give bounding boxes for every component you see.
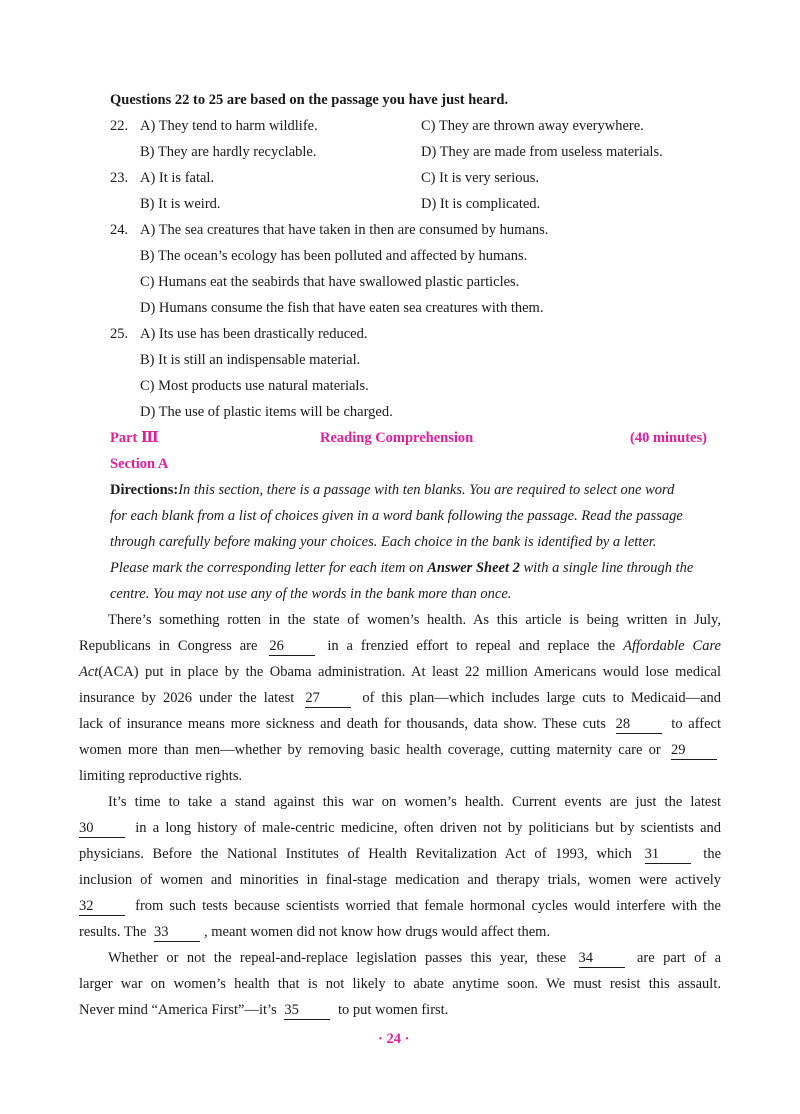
blank-29[interactable]: 29 — [671, 742, 717, 760]
q22-option-d: D) They are made from useless materials. — [421, 144, 663, 160]
directions-text-1: In this section, there is a passage with ten blanks. You are required to select one word — [178, 482, 675, 498]
passage-line: There’s something rotten in the state of women’s health. As this article is being written in July, — [108, 612, 721, 628]
q22-option-a: A) They tend to harm wildlife. — [140, 118, 318, 134]
passage-line — [79, 685, 721, 711]
section-label: Section A — [110, 456, 169, 472]
q25-number: 25. — [110, 326, 129, 342]
passage-text: , meant women did not know how drugs would affect them. — [204, 924, 551, 940]
passage-paragraph-1 — [79, 607, 721, 789]
blank-26[interactable]: 26 — [269, 638, 315, 656]
q25-option-a: A) Its use has been drastically reduced. — [140, 326, 368, 342]
passage-text: from such tests because scientists worried that female hormonal cycles would interfere with the — [135, 898, 721, 914]
blank-28[interactable]: 28 — [616, 716, 662, 734]
passage-line: inclusion of women and minorities in final-stage medication and therapy trials, women were actively — [79, 872, 721, 888]
page-number: · 24 · — [378, 1031, 410, 1047]
passage-line — [79, 945, 721, 971]
passage-line: larger war on women’s health that is not likely to abate anytime soon. We must resist this assault. — [79, 976, 721, 992]
passage-line — [79, 633, 721, 659]
passage-text: Republicans in Congress are — [79, 638, 258, 654]
q23-number: 23. — [110, 170, 129, 186]
passage-text: physicians. Before the National Institutes of Health Revitalization Act of 1993, which — [79, 846, 632, 862]
q25-option-d: D) The use of plastic items will be charged. — [140, 404, 393, 420]
passage-italic-text: Affordable Care — [623, 638, 721, 654]
answer-sheet-ref: Answer Sheet 2 — [427, 560, 520, 576]
passage-line — [79, 815, 721, 841]
q24-number: 24. — [110, 222, 129, 238]
q22-option-c: C) They are thrown away everywhere. — [421, 118, 644, 134]
blank-30[interactable]: 30 — [79, 820, 125, 838]
passage-text: lack of insurance means more sickness and death for thousands, data show. These cuts — [79, 716, 606, 732]
passage-text: (ACA) put in place by the Obama administration. At least 22 million Americans would lose medical — [98, 664, 721, 680]
q23-option-c: C) It is very serious. — [421, 170, 539, 186]
passage-line — [79, 659, 721, 685]
q22-number: 22. — [110, 118, 129, 134]
question-group-intro: Questions 22 to 25 are based on the passage you have just heard. — [110, 92, 509, 108]
passage-text: insurance by 2026 under the latest — [79, 690, 295, 706]
q22-option-b: B) They are hardly recyclable. — [140, 144, 317, 160]
passage-line — [79, 919, 721, 945]
directions-text-4c: with a single line through the — [523, 560, 694, 576]
q25-option-c: C) Most products use natural materials. — [140, 378, 369, 394]
passage-paragraph-3 — [79, 945, 721, 1023]
passage-text: Never mind “America First”—it’s — [79, 1002, 277, 1018]
directions-label: Directions: — [110, 482, 179, 498]
q23-option-d: D) It is complicated. — [421, 196, 541, 212]
blank-32[interactable]: 32 — [79, 898, 125, 916]
passage-text: women more than men—whether by removing basic health coverage, cutting maternity care or — [79, 742, 661, 758]
directions-line-1 — [110, 480, 674, 500]
passage-text: are part of a — [636, 950, 722, 966]
q24-option-a: A) The sea creatures that have taken in then are consumed by humans. — [140, 222, 549, 238]
passage-text: results. The — [79, 924, 147, 940]
passage-text: of this plan—which includes large cuts to Medicaid—and — [362, 690, 722, 706]
directions-line-3: through carefully before making your choices. Each choice in the bank is identified by a letter. — [110, 534, 657, 550]
part-title: Reading Comprehension — [320, 430, 474, 446]
passage-text: Whether or not the repeal-and-replace legislation passes this year, these — [108, 950, 567, 966]
q23-option-a: A) It is fatal. — [140, 170, 215, 186]
directions-line-2: for each blank from a list of choices given in a word bank following the passage. Read the passage — [110, 508, 683, 524]
passage-text: in a long history of male-centric medicine, often driven not by politicians but by scientists and — [135, 820, 721, 836]
passage-text: the — [703, 846, 722, 862]
passage-text: to affect — [671, 716, 721, 732]
blank-27[interactable]: 27 — [305, 690, 351, 708]
part-label: Part Ⅲ — [110, 430, 159, 446]
q24-option-d: D) Humans consume the fish that have eaten sea creatures with them. — [140, 300, 544, 316]
directions-line-4 — [110, 558, 693, 578]
passage-line — [79, 893, 721, 919]
blank-31[interactable]: 31 — [645, 846, 691, 864]
passage-line — [79, 841, 721, 867]
passage-text: in a frenzied effort to repeal and replace the — [327, 638, 616, 654]
blank-34[interactable]: 34 — [579, 950, 625, 968]
directions-text-4a: Please mark the corresponding letter for each item on — [110, 560, 424, 576]
passage-line — [79, 711, 721, 737]
q25-option-b: B) It is still an indispensable material. — [140, 352, 361, 368]
passage-text: to put women first. — [337, 1002, 449, 1018]
passage-line — [79, 997, 721, 1023]
directions-line-5: centre. You may not use any of the words in the bank more than once. — [110, 586, 512, 602]
passage-italic-text: Act — [79, 664, 99, 680]
passage-line: It’s time to take a stand against this war on women’s health. Current events are just the latest — [108, 794, 721, 810]
q24-option-c: C) Humans eat the seabirds that have swallowed plastic particles. — [140, 274, 520, 290]
passage-line — [79, 737, 721, 763]
q23-option-b: B) It is weird. — [140, 196, 221, 212]
q24-option-b: B) The ocean’s ecology has been polluted and affected by humans. — [140, 248, 528, 264]
part-time-limit: (40 minutes) — [630, 430, 707, 446]
blank-33[interactable]: 33 — [154, 924, 200, 942]
passage-line: limiting reproductive rights. — [79, 768, 243, 784]
blank-35[interactable]: 35 — [284, 1002, 330, 1020]
passage-paragraph-2 — [79, 789, 721, 945]
